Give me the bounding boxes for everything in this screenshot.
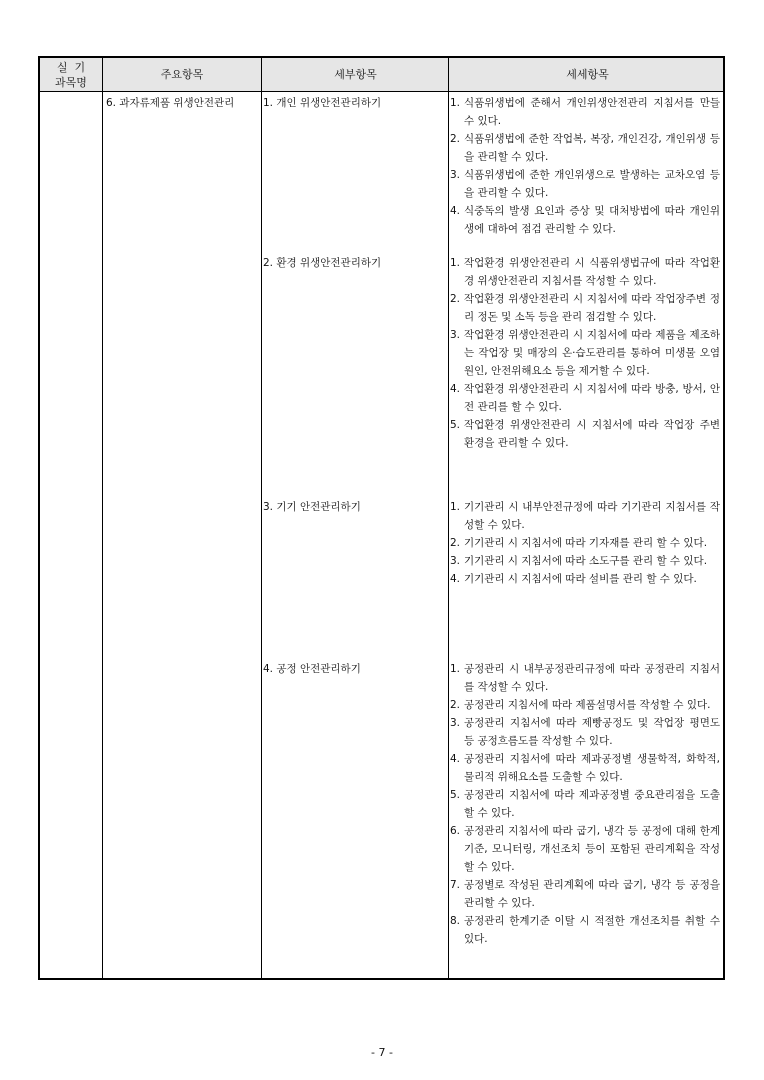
list-item: 4. 공정관리 지침서에 따라 제과공정별 생물학적, 화학적, 물리적 위해요소를 도출할 수 있다.	[450, 753, 720, 783]
header-subject-line2: 과목명	[55, 75, 87, 89]
list-item: 2. 기기관리 시 지침서에 따라 기자재를 관리 할 수 있다.	[450, 537, 708, 549]
column-divider	[102, 58, 103, 978]
detail-list	[450, 498, 724, 588]
sub-item-label: 3. 기기 안전관리하기	[263, 501, 361, 513]
list-item: 1. 공정관리 시 내부공정관리규정에 따라 공정관리 지침서를 작성할 수 있다.	[450, 663, 720, 693]
standards-table	[38, 56, 725, 980]
detail-list	[450, 660, 724, 948]
list-item: 4. 작업환경 위생안전관리 시 지침서에 따라 방충, 방서, 안전 관리를 할 수 있다.	[450, 383, 720, 413]
list-item: 2. 공정관리 지침서에 따라 제품설명서를 작성할 수 있다.	[450, 699, 711, 711]
detail-list	[450, 254, 724, 452]
column-divider	[448, 58, 449, 978]
list-item: 1. 식품위생법에 준해서 개인위생안전관리 지침서를 만들 수 있다.	[450, 97, 720, 127]
list-item: 2. 식품위생법에 준한 작업복, 복장, 개인건강, 개인위생 등을 관리할 수 있다.	[450, 133, 720, 163]
list-item: 3. 식품위생법에 준한 개인위생으로 발생하는 교차오염 등을 관리할 수 있다.	[450, 169, 720, 199]
list-item: 4. 식중독의 발생 요인과 증상 및 대처방법에 따라 개인위생에 대하여 점검 관리할 수 있다.	[450, 205, 720, 235]
list-item: 5. 작업환경 위생안전관리 시 지침서에 따라 작업장 주변 환경을 관리할 수 있다.	[450, 419, 720, 449]
list-item: 1. 기기관리 시 내부안전규정에 따라 기기관리 지침서를 작성할 수 있다.	[450, 501, 720, 531]
list-item: 7. 공정별로 작성된 관리계획에 따라 굽기, 냉각 등 공정을 관리할 수 있다.	[450, 879, 720, 909]
column-divider	[261, 58, 262, 978]
list-item: 6. 공정관리 지침서에 따라 굽기, 냉각 등 공정에 대해 한계기준, 모니터링, 개선조치 등이 포함된 관리계획을 작성할 수 있다.	[450, 825, 720, 873]
list-item: 1. 작업환경 위생안전관리 시 식품위생법규에 따라 작업환경 위생안전관리 지침서를 작성할 수 있다.	[450, 257, 720, 287]
list-item: 3. 기기관리 시 지침서에 따라 소도구를 관리 할 수 있다.	[450, 555, 708, 567]
header-subject-name	[40, 58, 102, 91]
list-item: 8. 공정관리 한계기준 이탈 시 적절한 개선조치를 취할 수 있다.	[450, 915, 720, 945]
main-item-label: 6. 과자류제품 위생안전관리	[106, 97, 235, 109]
detail-list	[450, 94, 724, 238]
sub-item-label: 2. 환경 위생안전관리하기	[263, 257, 382, 269]
header-main-item: 주요항목	[160, 68, 204, 81]
header-detail-item: 세세항목	[566, 68, 609, 81]
list-item: 4. 기기관리 시 지침서에 따라 설비를 관리 할 수 있다.	[450, 573, 697, 585]
list-item: 3. 공정관리 지침서에 따라 제빵공정도 및 작업장 평면도 등 공정흐름도를 작성할 수 있다.	[450, 717, 720, 747]
sub-item-label: 1. 개인 위생안전관리하기	[263, 97, 382, 109]
header-subject-line1: 실 기	[56, 60, 86, 74]
list-item: 3. 작업환경 위생안전관리 시 지침서에 따라 제품을 제조하는 작업장 및 매장의 온·습도관리를 통하여 미생물 오염원인, 안전위해요소 등을 제거할 수 있다.	[450, 329, 720, 377]
list-item: 2. 작업환경 위생안전관리 시 지침서에 따라 작업장주변 정리 정돈 및 소독 등을 관리 점검할 수 있다.	[450, 293, 720, 323]
page-number: - 7 -	[371, 1046, 393, 1059]
list-item: 5. 공정관리 지침서에 따라 제과공정별 중요관리점을 도출할 수 있다.	[450, 789, 720, 819]
header-sub-item: 세부항목	[334, 68, 377, 81]
sub-item-label: 4. 공정 안전관리하기	[263, 663, 361, 675]
